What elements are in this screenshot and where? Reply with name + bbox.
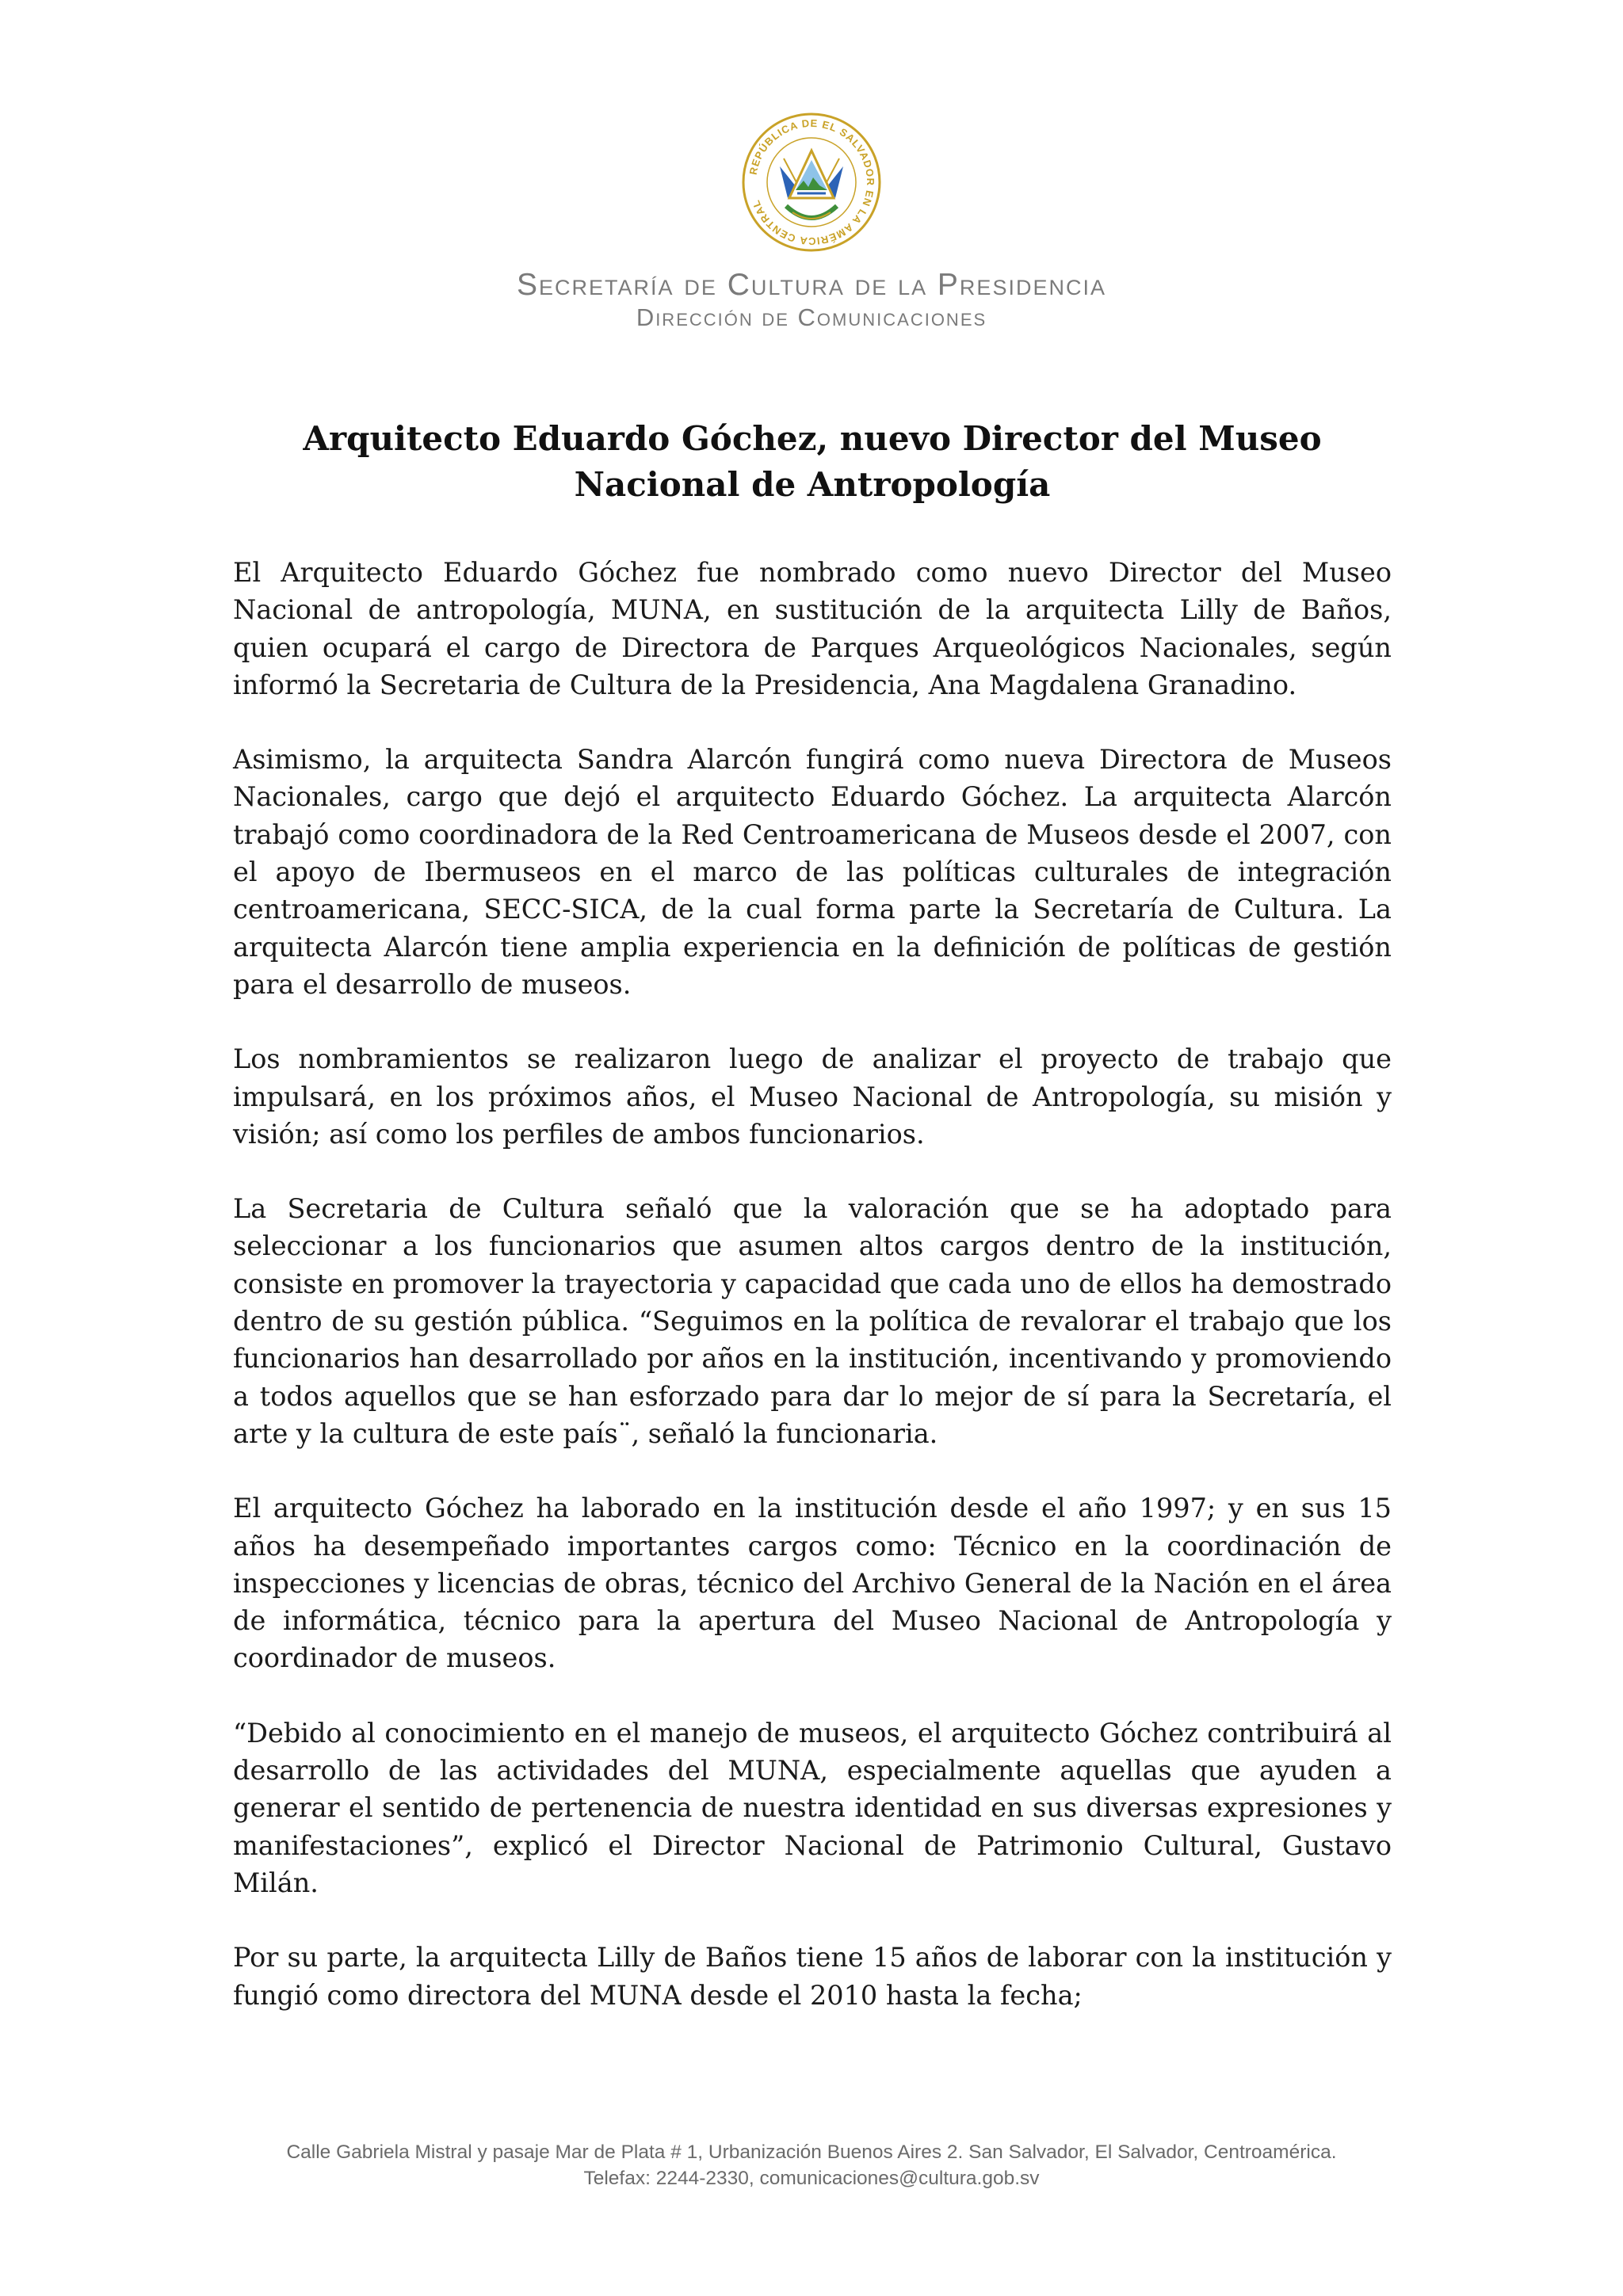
letterhead [0,111,1623,333]
paragraph: El arquitecto Góchez ha laborado en la institución desde el año 1997; y en sus 15 años ha desempeñado importantes cargos como: Técnico en la coordinación de inspecciones y licencias de obras, técnico del Archivo General de la Nación en el área de informática, técnico para la apertura del Museo Nacional de Antropología y coordinador de museos. [233,1493,1392,1674]
title-line: Arquitecto Eduardo Góchez, nuevo Director del Museo [303,419,1322,458]
article-body [233,416,1392,2051]
department-name: Dirección de Comunicaciones [636,303,987,331]
paragraph: El Arquitecto Eduardo Góchez fue nombrado como nuevo Director del Museo Nacional de antropología, MUNA, en sustitución de la arquitecta Lilly de Baños, quien ocupará el cargo de Directora de Parques Arqueológicos Nacionales, según informó la Secretaria de Cultura de la Presidencia, Ana Magdalena Granadino. [233,557,1392,700]
paragraph: “Debido al conocimiento en el manejo de museos, el arquitecto Góchez contribuirá al desarrollo de las actividades del MUNA, especialmente aquellas que ayuden a generar el sentido de pertenencia de nuestra identidad en sus diversas expresiones y manifestaciones”, explicó el Director Nacional de Patrimonio Cultural, Gustavo Milán. [233,1717,1392,1898]
organization-name: Secretaría de Cultura de la Presidencia [517,268,1106,302]
footer-address: Calle Gabriela Mistral y pasaje Mar de Plata # 1, Urbanización Buenos Aires 2. San Salvador, El Salvador, Centroamérica. [286,2142,1337,2163]
article-title [233,416,1392,508]
paragraph: Asimismo, la arquitecta Sandra Alarcón fungirá como nueva Directora de Museos Nacionales, cargo que dejó el arquitecto Eduardo Góchez. La arquitecta Alarcón trabajó como coordinadora de la Red Centroamericana de Museos desde el 2007, con el apoyo de Ibermuseos en el marco de las políticas culturales de integración centroamericana, SECC-SICA, de la cual forma parte la Secretaría de Cultura. La arquitecta Alarcón tiene amplia experiencia en la definición de políticas de gestión para el desarrollo de museos. [233,744,1392,1000]
paragraph: Por su parte, la arquitecta Lilly de Baños tiene 15 años de laborar con la institución y fungió como directora del MUNA desde el 2010 hasta la fecha; [233,1942,1392,2011]
title-line: Nacional de Antropología [574,465,1051,504]
paragraph: La Secretaria de Cultura señaló que la valoración que se ha adoptado para seleccionar a los funcionarios que asumen altos cargos dentro de la institución, consiste en promover la trayectoria y capacidad que cada uno de ellos ha demostrado dentro de su gestión pública. “Seguimos en la política de revalorar el trabajo que los funcionarios han desarrollado por años en la institución, incentivando y promoviendo a todos aquellos que se han esforzado para dar lo mejor de sí para la Secretaría, el arte y la cultura de este país¨, señaló la funcionaria. [233,1193,1392,1449]
seal-inscription: REPÚBLICA DE EL SALVADOR EN LA AMÉRICA CENTRAL [747,116,877,248]
paragraph: Los nombramientos se realizaron luego de analizar el proyecto de trabajo que impulsará, en los próximos años, el Museo Nacional de Antropología, su misión y visión; así como los perfiles de ambos funcionarios. [233,1043,1392,1150]
footer-contact: Telefax: 2244-2330, comunicaciones@cultura.gob.sv [583,2168,1040,2189]
page-footer [0,2139,1623,2191]
coat-of-arms-seal [740,111,883,254]
